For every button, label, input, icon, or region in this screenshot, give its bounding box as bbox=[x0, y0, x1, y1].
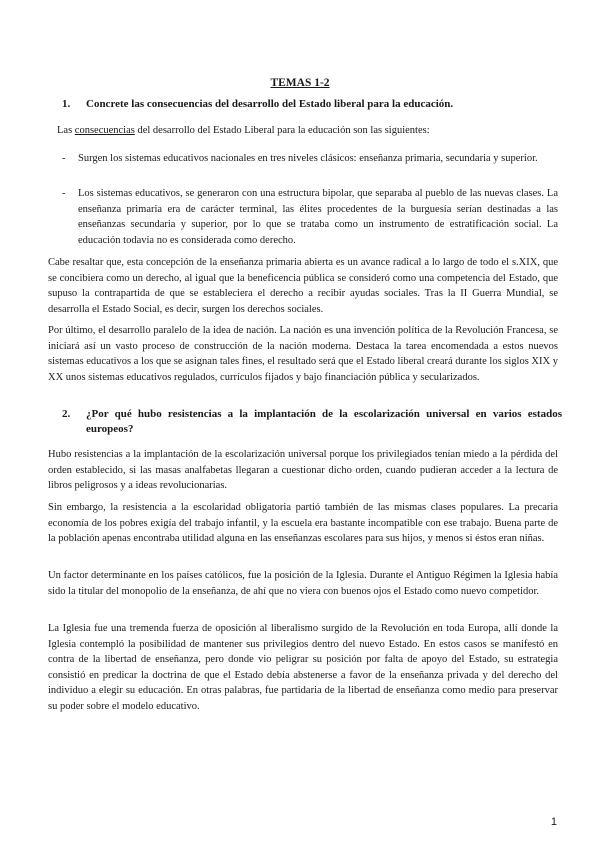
paragraph-4: Sin embargo, la resistencia a la escolaridad obligatoria partió también de las mismas clases populares. La precaria economía de los pobres exigía del trabajo infantil, y la escuela era bastante incompatible con ese trabajo. Buena parte de la población apenas encontraba utilidad alguna en las enseñanzas escolares para sus hijos, y menos si éstos eran niñas. bbox=[48, 502, 558, 544]
bullet-text: Los sistemas educativos, se generaron con una estructura bipolar, que separaba al pueblo de las nuevas clases. La enseñanza primaria era de carácter terminal, las élites procedentes de la burguesía serían destinadas a las enseñanzas secundaria y superior, por lo que se trataba como un instrumento de estratificación social. La educación todavía no es considerada como derecho. bbox=[78, 188, 558, 246]
bullet-item-1 bbox=[62, 151, 558, 167]
bullet-text: Surgen los sistemas educativos nacionales en tres niveles clásicos: enseñanza primaria, secundaria y superior. bbox=[78, 153, 538, 164]
question-2-number: 2. bbox=[62, 408, 71, 420]
question-2-heading bbox=[62, 407, 562, 437]
intro-pre: Las bbox=[57, 125, 75, 136]
bullet-dash: - bbox=[62, 153, 66, 164]
question-1-text: Concrete las consecuencias del desarrollo del Estado liberal para la educación. bbox=[86, 98, 454, 110]
bullet-dash: - bbox=[62, 188, 66, 199]
page-number: 1 bbox=[550, 816, 557, 828]
paragraph-5: Un factor determinante en los países católicos, fue la posición de la Iglesia. Durante el Antiguo Régimen la Iglesia había sido la titular del monopolio de la enseñanza, de ahí que no viera con buenos ojos el Estado como nuevo competidor. bbox=[48, 570, 558, 597]
paragraph-1: Cabe resaltar que, esta concepción de la enseñanza primaria abierta es un avance radical a lo largo de todo el s.XIX, que se concibiera como un derecho, al igual que la beneficencia pública se consideró como una competencia del Estado, que supuso la contrapartida de que se estableciera el derecho a recibir ayudas sociales. Tras la II Guerra Mundial, se desarrolla el Estado Social, es decir, surgen los derechos sociales. bbox=[48, 257, 558, 315]
bullet-item-2 bbox=[62, 186, 558, 248]
paragraph-2: Por último, el desarrollo paralelo de la idea de nación. La nación es una invención política de la Revolución Francesa, se iniciará así un vasto proceso de construcción de la nación moderna. Destaca la tarea encomendada a estos nuevos sistemas educativos a los que se asignan tales fines, el resultado será que el Estado liberal creará durante los siglos XIX y XX unos sistemas educativos regulados, currículos fijados y bajo financiación pública y secularizados. bbox=[48, 325, 558, 383]
intro-underlined-word: consecuencias bbox=[74, 125, 135, 136]
question-2-text: ¿Por qué hubo resistencias a la implantación de la escolarización universal en varios estados europeos? bbox=[86, 408, 562, 435]
paragraph-3: Hubo resistencias a la implantación de la escolarización universal porque los privilegiados tenían miedo a la pérdida del orden establecido, si las masas analfabetas llegaran a cuestionar dicho orden, cuando pudieran acceder a la lectura de libros peligrosos y a ideas revolucionarias. bbox=[48, 449, 558, 491]
question-1-heading bbox=[62, 97, 562, 112]
question-1-number: 1. bbox=[62, 98, 71, 110]
intro-paragraph bbox=[57, 123, 557, 139]
document-title: TEMAS 1-2 bbox=[270, 77, 330, 89]
paragraph-6: La Iglesia fue una tremenda fuerza de oposición al liberalismo surgido de la Revolución en toda Europa, allí donde la Iglesia contempló la posibilidad de mantener sus privilegios dentro del nuevo Estado. En estos casos se manifestó en contra de la libertad de enseñanza, pero donde vio peligrar su posición por falta de apoyo del Estado, su estrategia consistió en predicar la doctrina de que el Estado debía abstenerse a favor de la enseñanza privada y del derecho del individuo a elegir su educación. En otras palabras, fue partidaria de la libertad de enseñanza como medio para preservar su poder sobre el modelo educativo. bbox=[48, 623, 558, 712]
intro-post: del desarrollo del Estado Liberal para la educación son las siguientes: bbox=[134, 125, 430, 136]
